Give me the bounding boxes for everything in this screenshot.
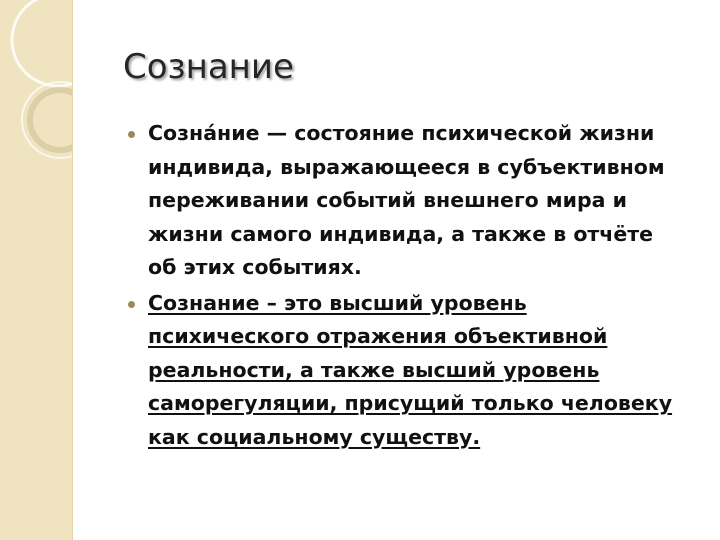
decorative-side-band — [0, 0, 73, 540]
bullet-icon — [128, 301, 135, 308]
slide-title: Сознание — [123, 47, 294, 87]
bullet-higher-level — [128, 287, 688, 455]
bullet-text: Созна́ние — состояние психической жизни индивида, выражающееся в субъективном переживании событий внешнего мира и жизни самого индивида, а также в отчёте об этих событиях. — [148, 121, 665, 279]
slide-content — [128, 117, 688, 456]
bullet-icon — [128, 131, 135, 138]
bullet-text-underlined: Сознание – это высший уровень психического отражения объективной реальности, а также высший уровень саморегуляции, присущий только человеку как социальному существу. — [148, 290, 673, 449]
bullet-definition — [128, 117, 688, 285]
decorative-circles — [0, 0, 72, 540]
